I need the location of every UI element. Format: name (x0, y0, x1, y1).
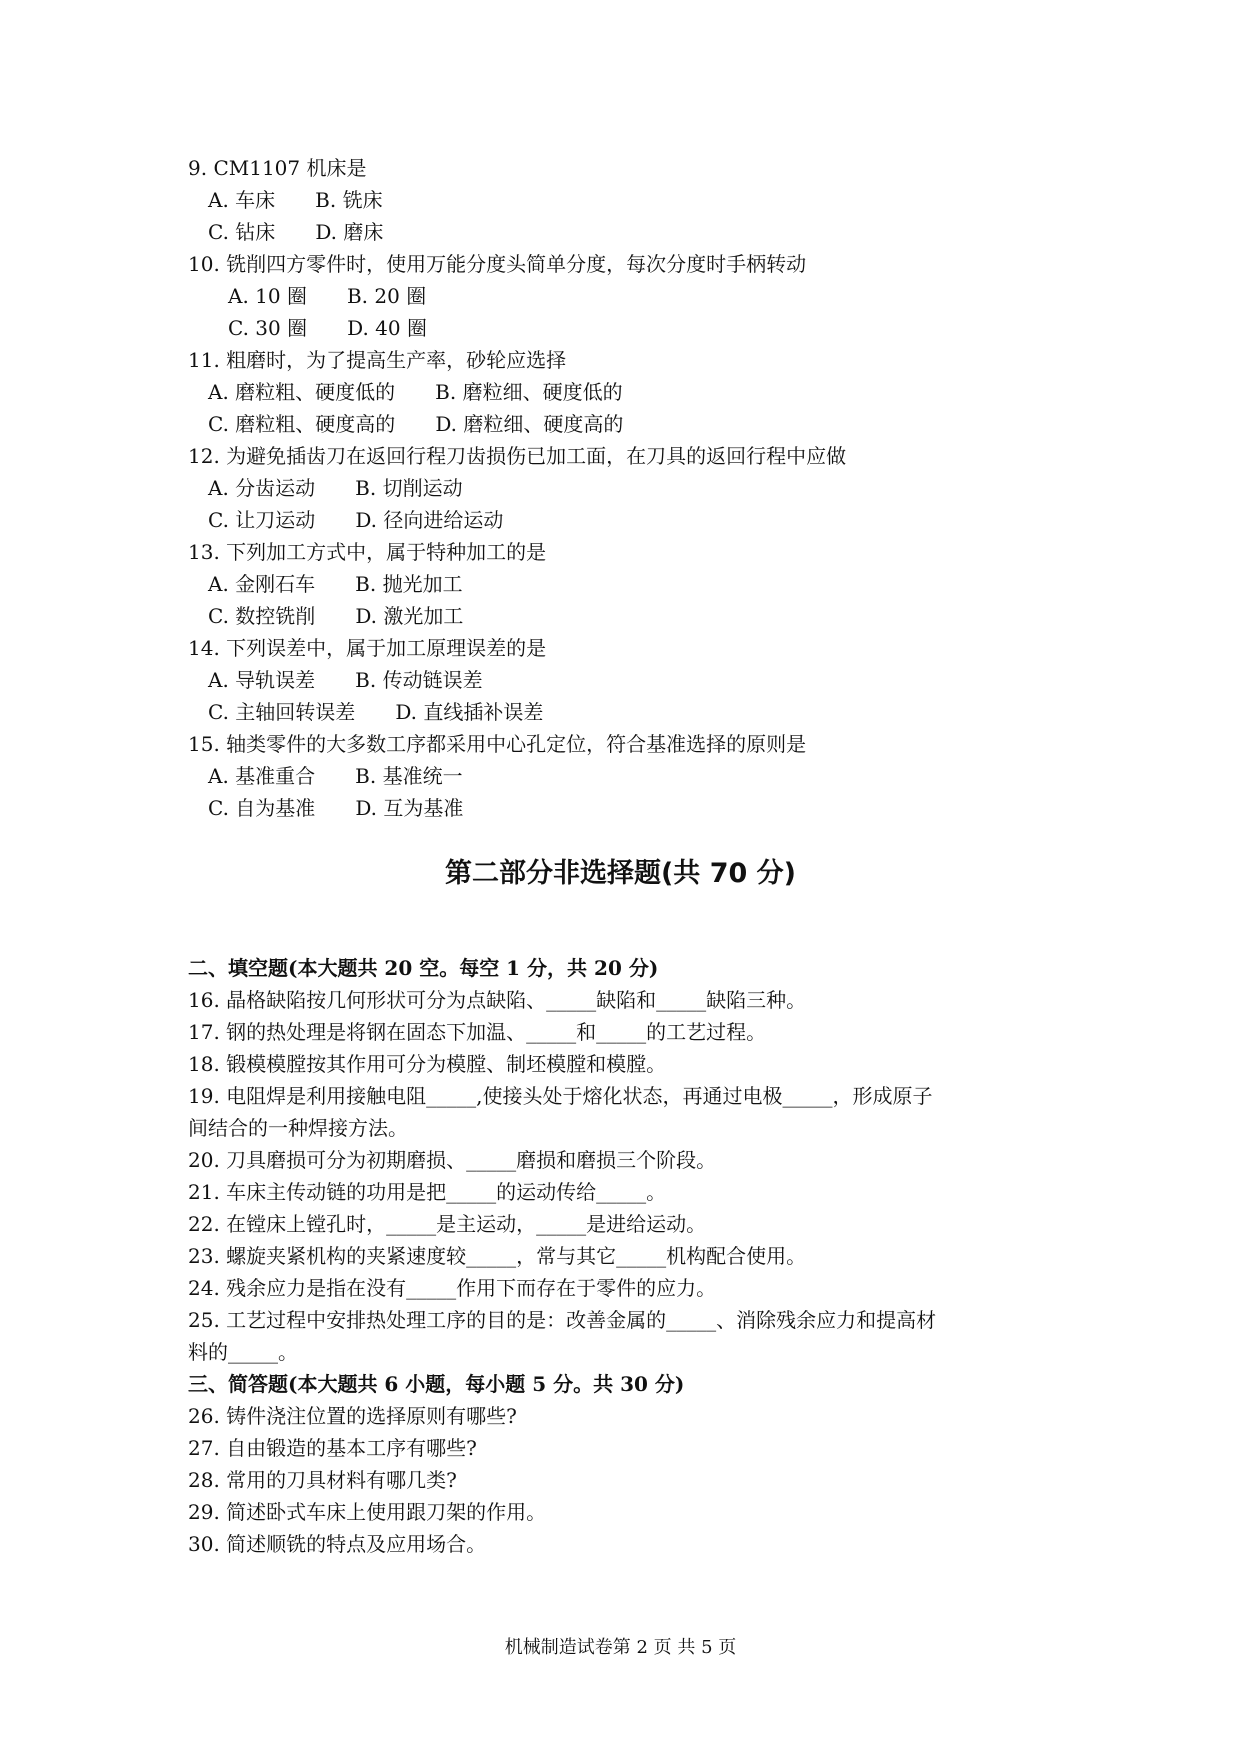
option: C. 让刀运动 (208, 508, 316, 532)
option: B. 铣床 (315, 188, 383, 212)
option: D. 磨床 (315, 220, 384, 244)
option: C. 数控铣削 (208, 604, 316, 628)
question-10: 10. 铣削四方零件时，使用万能分度头简单分度，每次分度时手柄转动 (188, 252, 807, 276)
fill-question: 21. 车床主传动链的功用是把_____的运动传给_____。 (188, 1180, 667, 1204)
option: B. 20 圈 (346, 284, 427, 308)
options-row (208, 571, 463, 597)
short-answer-section-title: 三、简答题(本大题共 6 小题，每小题 5 分。共 30 分) (188, 1372, 685, 1396)
option: A. 磨粒粗、硬度低的 (208, 380, 396, 404)
option: D. 径向进给运动 (355, 508, 504, 532)
options-row (208, 667, 483, 693)
fill-question: 25. 工艺过程中安排热处理工序的目的是：改善金属的_____、消除残余应力和提高材 (188, 1308, 937, 1332)
question-12: 12. 为避免插齿刀在返回行程刀齿损伤已加工面，在刀具的返回行程中应做 (188, 444, 847, 468)
fill-question: 16. 晶格缺陷按几何形状可分为点缺陷、_____缺陷和_____缺陷三种。 (188, 988, 807, 1012)
options-row (208, 699, 543, 725)
fill-question-continuation: 间结合的一种焊接方法。 (188, 1116, 408, 1140)
fill-question: 24. 残余应力是指在没有_____作用下而存在于零件的应力。 (188, 1276, 717, 1300)
options-row (208, 763, 463, 789)
option: A. 导轨误差 (208, 668, 316, 692)
fill-question-continuation: 料的_____。 (188, 1340, 298, 1364)
options-row (208, 411, 623, 437)
page-footer: 机械制造试卷第 2 页 共 5 页 (504, 1637, 737, 1658)
option: A. 金刚石车 (208, 572, 316, 596)
option: C. 30 圈 (228, 316, 308, 340)
option: C. 钻床 (208, 220, 276, 244)
options-row (228, 315, 427, 341)
option: D. 激光加工 (355, 604, 464, 628)
option: A. 车床 (208, 188, 276, 212)
options-row (208, 603, 463, 629)
options-row (208, 187, 383, 213)
option: B. 传动链误差 (355, 668, 483, 692)
options-row (208, 379, 623, 405)
option: A. 10 圈 (228, 284, 307, 308)
fill-question: 18. 锻模模膛按其作用可分为模膛、制坯模膛和模膛。 (188, 1052, 667, 1076)
option: D. 互为基准 (355, 796, 464, 820)
option: C. 主轴回转误差 (208, 700, 356, 724)
fill-question: 17. 钢的热处理是将钢在固态下加温、_____和_____的工艺过程。 (188, 1020, 767, 1044)
question-9: 9. CM1107 机床是 (188, 156, 367, 180)
option: B. 基准统一 (355, 764, 463, 788)
option: B. 磨粒细、硬度低的 (435, 380, 623, 404)
option: D. 磨粒细、硬度高的 (435, 412, 624, 436)
options-row (208, 219, 383, 245)
fill-blank-section-title: 二、填空题(本大题共 20 空。每空 1 分，共 20 分) (188, 956, 659, 980)
option: B. 抛光加工 (355, 572, 463, 596)
options-row (208, 795, 463, 821)
part-two-heading: 第二部分非选择题(共 70 分) (444, 858, 797, 889)
options-row (208, 507, 503, 533)
option: B. 切削运动 (355, 476, 463, 500)
short-answer-question: 29. 简述卧式车床上使用跟刀架的作用。 (188, 1500, 547, 1524)
fill-question: 23. 螺旋夹紧机构的夹紧速度较_____，常与其它_____机构配合使用。 (188, 1244, 807, 1268)
question-14: 14. 下列误差中，属于加工原理误差的是 (188, 636, 547, 660)
fill-question: 20. 刀具磨损可分为初期磨损、_____磨损和磨损三个阶段。 (188, 1148, 717, 1172)
short-answer-question: 30. 简述顺铣的特点及应用场合。 (188, 1532, 487, 1556)
short-answer-question: 27. 自由锻造的基本工序有哪些? (188, 1436, 477, 1460)
option: A. 分齿运动 (208, 476, 316, 500)
option: D. 40 圈 (347, 316, 427, 340)
short-answer-question: 28. 常用的刀具材料有哪几类? (188, 1468, 457, 1492)
fill-question: 22. 在镗床上镗孔时，_____是主运动，_____是进给运动。 (188, 1212, 707, 1236)
fill-question: 19. 电阻焊是利用接触电阻_____,使接头处于熔化状态，再通过电极_____，形成原子 (188, 1084, 933, 1108)
question-11: 11. 粗磨时，为了提高生产率，砂轮应选择 (188, 348, 567, 372)
options-row (228, 283, 426, 309)
question-15: 15. 轴类零件的大多数工序都采用中心孔定位，符合基准选择的原则是 (188, 732, 807, 756)
short-answer-question: 26. 铸件浇注位置的选择原则有哪些? (188, 1404, 517, 1428)
options-row (208, 475, 463, 501)
option: D. 直线插补误差 (395, 700, 544, 724)
question-13: 13. 下列加工方式中，属于特种加工的是 (188, 540, 547, 564)
option: C. 磨粒粗、硬度高的 (208, 412, 396, 436)
option: C. 自为基准 (208, 796, 316, 820)
option: A. 基准重合 (208, 764, 316, 788)
